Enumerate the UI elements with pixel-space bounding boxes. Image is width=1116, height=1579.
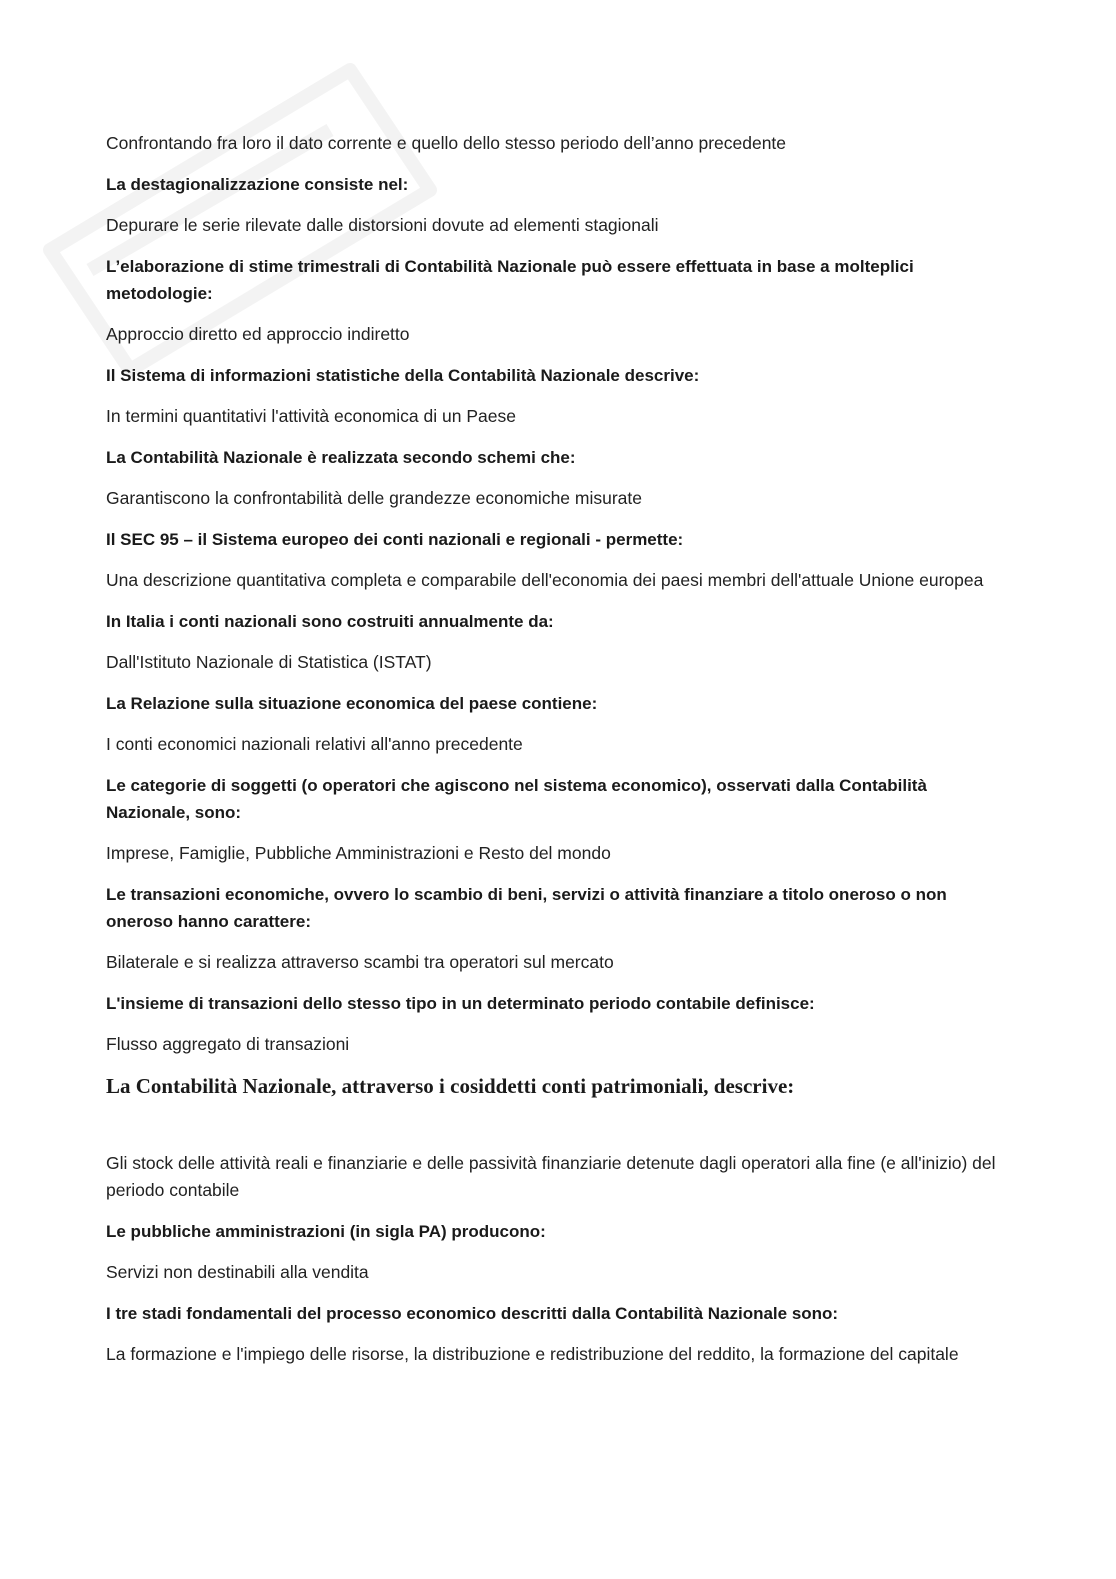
answer-text: Servizi non destinabili alla vendita [106,1262,369,1282]
answer-text: Depurare le serie rilevate dalle distorsioni dovute ad elementi stagionali [106,215,659,235]
question-heading: Le pubbliche amministrazioni (in sigla PA) producono: [106,1222,546,1241]
question-heading: Il Sistema di informazioni statistiche della Contabilità Nazionale descrive: [106,366,700,385]
question-heading: La destagionalizzazione consiste nel: [106,175,409,194]
question-heading-serif: La Contabilità Nazionale, attraverso i cosiddetti conti patrimoniali, descrive: [106,1074,795,1098]
answer-text: Flusso aggregato di transazioni [106,1034,350,1054]
answer-text: Confrontando fra loro il dato corrente e quello dello stesso periodo dell’anno precedente [106,133,787,153]
question-heading: In Italia i conti nazionali sono costruiti annualmente da: [106,612,554,631]
question-heading: La Relazione sulla situazione economica del paese contiene: [106,694,598,713]
answer-text: In termini quantitativi l'attività economica di un Paese [106,406,516,426]
answer-text: Imprese, Famiglie, Pubbliche Amministrazioni e Resto del mondo [106,843,611,863]
answer-text: La formazione e l'impiego delle risorse, la distribuzione e redistribuzione del reddito, la formazione del capitale [106,1344,959,1364]
answer-text: Una descrizione quantitativa completa e comparabile dell'economia dei paesi membri dell'attuale Unione europea [106,570,984,590]
answer-text: Bilaterale e si realizza attraverso scambi tra operatori sul mercato [106,952,614,972]
question-heading: Il SEC 95 – il Sistema europeo dei conti nazionali e regionali - permette: [106,530,684,549]
answer-text: Gli stock delle attività reali e finanziarie e delle passività finanziarie detenute dagli operatori alla fine (e all'inizio) del periodo contabile [106,1153,996,1200]
question-heading: L’elaborazione di stime trimestrali di Contabilità Nazionale può essere effettuata in base a molteplici metodologie: [106,257,914,303]
answer-text: Dall'Istituto Nazionale di Statistica (ISTAT) [106,652,432,672]
document-page [106,130,996,1382]
question-heading: I tre stadi fondamentali del processo economico descritti dalla Contabilità Nazionale sono: [106,1304,839,1323]
answer-text: Garantiscono la confrontabilità delle grandezze economiche misurate [106,488,642,508]
question-heading: La Contabilità Nazionale è realizzata secondo schemi che: [106,448,576,467]
answer-text: I conti economici nazionali relativi all'anno precedente [106,734,523,754]
question-heading: Le transazioni economiche, ovvero lo scambio di beni, servizi o attività finanziare a titolo oneroso o non oneroso hanno carattere: [106,885,947,931]
question-heading: L'insieme di transazioni dello stesso tipo in un determinato periodo contabile definisce: [106,994,815,1013]
question-heading: Le categorie di soggetti (o operatori che agiscono nel sistema economico), osservati dalla Contabilità Nazionale, sono: [106,776,927,822]
answer-text: Approccio diretto ed approccio indiretto [106,324,410,344]
